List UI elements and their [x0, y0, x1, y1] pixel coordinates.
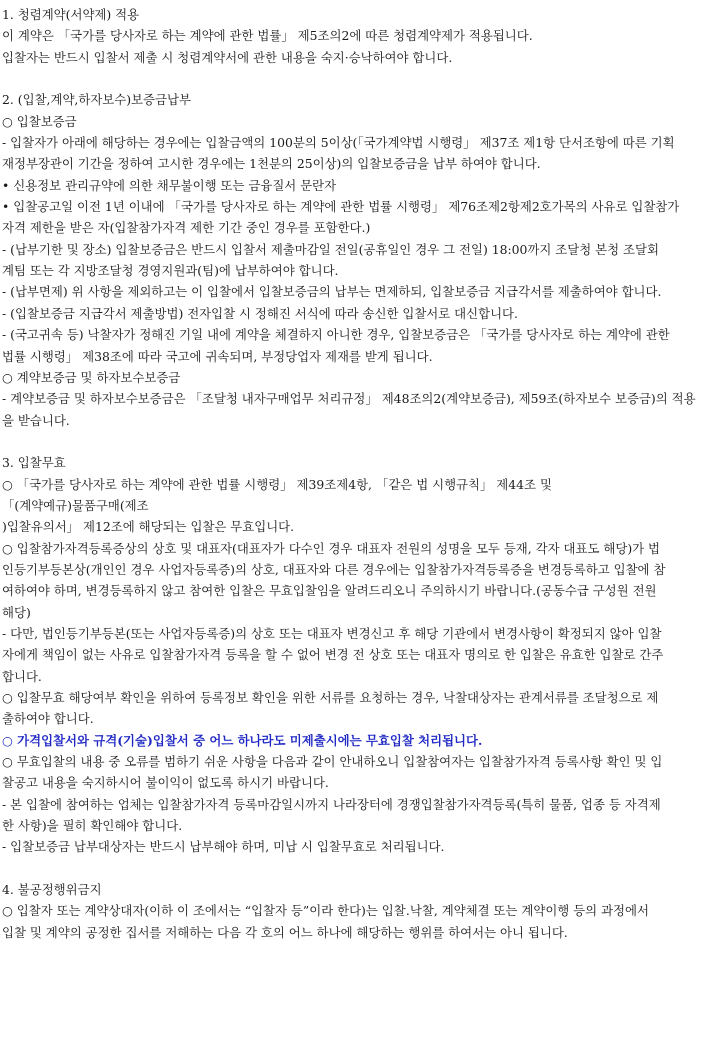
text-line: - 다만, 법인등기부등본(또는 사업자등록증)의 상호 또는 대표자 변경신고 후 해당 기관에서 변경사항이 확정되지 않아 입찰 [2, 625, 662, 641]
section-1 [2, 4, 718, 68]
text-line: 을 받습니다. [2, 412, 70, 428]
highlighted-notice: ○ 가격입찰서와 규격(기술)입찰서 중 어느 하나라도 미제출시에는 무효입찰 처리됩니다. [2, 732, 483, 748]
section-heading: 1. 청렴계약(서약제) 적용 [2, 7, 140, 22]
text-line: - (납부면제) 위 사항을 제외하고는 이 입찰에서 입찰보증금의 납부는 면제하되, 입찰보증금 지급각서를 제출하여야 합니다. [2, 284, 662, 300]
text-line: ○ 입찰보증금 [2, 113, 77, 129]
section-3 [2, 452, 718, 858]
section-heading: 3. 입찰무효 [2, 455, 66, 471]
text-line: 자에게 책임이 없는 사유로 입찰참가자격 등록을 할 수 없어 변경 전 상호 또는 대표자 명의로 한 입찰은 유효한 입찰로 간주 [2, 647, 664, 663]
text-line: 여하여야 하며, 변경등록하지 않고 참여한 입찰은 무효입찰임을 알려드리오니 주의하시기 바랍니다.(공동수급 구성원 전원 [2, 583, 657, 599]
text-line: ○ 입찰자 또는 계약상대자(이하 이 조에서는 “입찰자 등”이라 한다)는 입찰․낙찰, 계약체결 또는 계약이행 등의 과정에서 [2, 903, 649, 919]
text-line: - 본 입찰에 참여하는 업체는 입찰참가자격 등록마감일시까지 나라장터에 경쟁입찰참가자격등록(특히 물품, 업종 등 자격제 [2, 796, 661, 812]
text-line: 입찰자는 반드시 입찰서 제출 시 청렴계약서에 관한 내용을 숙지·승낙하여야 합니다. [2, 49, 453, 65]
text-line: 법률 시행령」 제38조에 따라 국고에 귀속되며, 부정당업자 제재를 받게 됩니다. [2, 348, 433, 364]
text-line: 입찰 및 계약의 공정한 집서를 저해하는 다음 각 호의 어느 하나에 해당하는 행위를 하여서는 아니 됩니다. [2, 924, 568, 940]
spacer [2, 858, 718, 879]
text-line: • 신용정보 관리규약에 의한 채무불이행 또는 금융질서 문란자 [2, 177, 337, 193]
text-line: • 입찰공고일 이전 1년 이내에 「국가를 당사자로 하는 계약에 관한 법률 시행령」 제76조제2항제2호가목의 사유로 입찰참가 [2, 199, 680, 215]
section-heading: 4. 불공정행위금지 [2, 882, 102, 898]
text-line: 해당) [2, 604, 31, 620]
spacer [2, 431, 718, 452]
text-line: 「(계약예규)물품구매(제조 [2, 497, 149, 513]
text-line: 합니다. [2, 668, 42, 684]
text-line: - (국고귀속 등) 낙찰자가 정해진 기일 내에 계약을 체결하지 아니한 경우, 입찰보증금은 「국가를 당사자로 하는 계약에 관한 [2, 327, 670, 343]
text-line: - (납부기한 및 장소) 입찰보증금은 반드시 입찰서 제출마감일 전일(공휴일인 경우 그 전일) 18:00까지 조달청 본청 조달회 [2, 241, 659, 257]
text-line: ○ 입찰무효 해당여부 확인을 위하여 등록정보 확인을 위한 서류를 요청하는 경우, 낙찰대상자는 관계서류를 조달청으로 제 [2, 690, 659, 705]
text-line: - 입찰보증금 납부대상자는 반드시 납부해야 하며, 미납 시 입찰무효로 처리됩니다. [2, 839, 445, 855]
text-line: 자격 제한을 받은 자(입찰참가자격 제한 기간 중인 경우를 포함한다.) [2, 220, 371, 236]
text-line: 출하여야 합니다. [2, 711, 94, 727]
text-line: - 입찰자가 아래에 해당하는 경우에는 입찰금액의 100분의 5이상(「국가계약법 시행령」 제37조 제1항 단서조항에 따른 기획 [2, 135, 675, 151]
text-line: ○ 계약보증금 및 하자보수보증금 [2, 369, 181, 385]
text-line: 한 사항)을 필히 확인해야 합니다. [2, 818, 183, 834]
text-line: 찰공고 내용을 숙지하시어 불이익이 없도록 하시기 바랍니다. [2, 775, 329, 791]
text-line: )입찰유의서」 제12조에 해당되는 입찰은 무효입니다. [2, 519, 295, 535]
section-2 [2, 89, 718, 431]
spacer [2, 68, 718, 89]
text-line: 이 계약은 「국가를 당사자로 하는 계약에 관한 법률」 제5조의2에 따른 청렴계약제가 적용됩니다. [2, 28, 533, 44]
text-line: ○ 입찰참가자격등록증상의 상호 및 대표자(대표자가 다수인 경우 대표자 전원의 성명을 모두 등재, 각자 대표도 해당)가 법 [2, 540, 661, 556]
section-heading: 2. (입찰,계약,하자보수)보증금납부 [2, 92, 191, 108]
text-line: 계팀 또는 각 지방조달청 경영지원과(팀)에 납부하여야 합니다. [2, 263, 339, 279]
text-line: ○ 「국가를 당사자로 하는 계약에 관한 법률 시행령」 제39조제4항, 「같은 법 시행규칙」 제44조 및 [2, 476, 552, 492]
text-line: ○ 무효입찰의 내용 중 오류를 범하기 쉬운 사항을 다음과 같이 안내하오니 입찰참여자는 입찰참가자격 등록사항 확인 및 입 [2, 754, 663, 770]
text-line: - (입찰보증금 지급각서 제출방법) 전자입찰 시 정해진 서식에 따라 송신한 입찰서로 대신합니다. [2, 305, 518, 321]
text-line: 재정부장관이 기간을 정하여 고시한 경우에는 1천분의 25이상)의 입찰보증금을 납부 하여야 합니다. [2, 156, 541, 172]
section-4 [2, 879, 718, 943]
text-line: 인등기부등본상(개인인 경우 사업자등록증)의 상호, 대표자와 다른 경우에는 입찰참가자격등록증을 변경등록하고 입찰에 참 [2, 561, 666, 577]
text-line: - 계약보증금 및 하자보수보증금은 「조달청 내자구매업무 처리규정」 제48조의2(계약보증금), 제59조(하자보수 보증금)의 적용 [2, 391, 696, 407]
